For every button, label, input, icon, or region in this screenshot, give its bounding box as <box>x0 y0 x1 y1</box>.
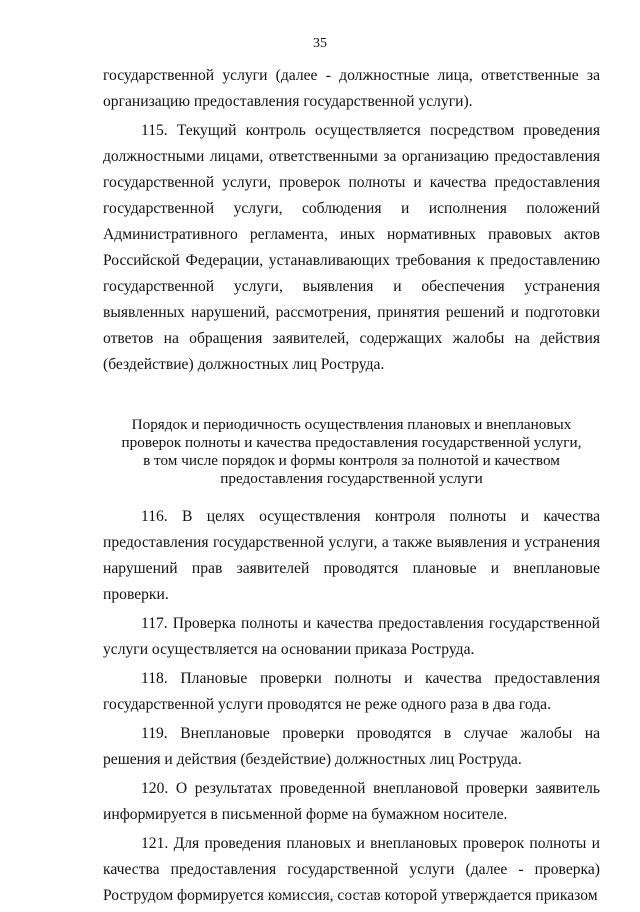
section-heading-line-4: предоставления государственной услуги <box>220 470 483 487</box>
section-heading <box>103 416 600 488</box>
section-heading-line-2: проверок полноты и качества предоставления государственной услуги, <box>121 434 582 451</box>
document-body <box>103 63 600 912</box>
paragraph-115: 115. Текущий контроль осуществляется посредством проведения должностными лицами, ответственными за организацию предоставления государственной услуги, проверок полноты и качества предоставления государственной услуги, соблюдения и исполнения положений Административного регламента, иных нормативных правовых актов Российской Федерации, устанавливающих требования к предоставлению государственной услуги, выявления и обеспечения устранения выявленных нарушений, рассмотрения, принятия решений и подготовки ответов на обращения заявителей, содержащих жалобы на действия (бездействие) должностных лиц Роструда. <box>103 122 600 373</box>
paragraph-118: 118. Плановые проверки полноты и качества предоставления государственной услуги проводятся не реже одного раза в два года. <box>103 670 600 713</box>
page-number: 35 <box>313 36 327 51</box>
scan-artifact-line <box>262 896 382 898</box>
paragraph-120: 120. О результатах проведенной внеплановой проверки заявитель информируется в письменной форме на бумажном носителе. <box>103 780 600 823</box>
section-heading-line-3: в том числе порядок и формы контроля за полнотой и качеством <box>143 452 560 469</box>
intro-paragraph: государственной услуги (далее - должностные лица, ответственные за организацию предоставления государственной услуги). <box>103 67 600 110</box>
paragraph-121: 121. Для проведения плановых и внеплановых проверок полноты и качества предоставления государственной услуги (далее - проверка) Рострудом формируется комиссия, состав которой утверждается приказом <box>103 835 600 904</box>
paragraph-117: 117. Проверка полноты и качества предоставления государственной услуги осуществляется на основании приказа Роструда. <box>103 615 600 658</box>
paragraph-119: 119. Внеплановые проверки проводятся в случае жалобы на решения и действия (бездействие) должностных лиц Роструда. <box>103 725 600 768</box>
section-heading-line-1: Порядок и периодичность осуществления плановых и внеплановых <box>131 416 572 433</box>
paragraph-116: 116. В целях осуществления контроля полноты и качества предоставления государственной услуги, а также выявления и устранения нарушений прав заявителей проводятся плановые и внеплановые проверки. <box>103 508 600 603</box>
